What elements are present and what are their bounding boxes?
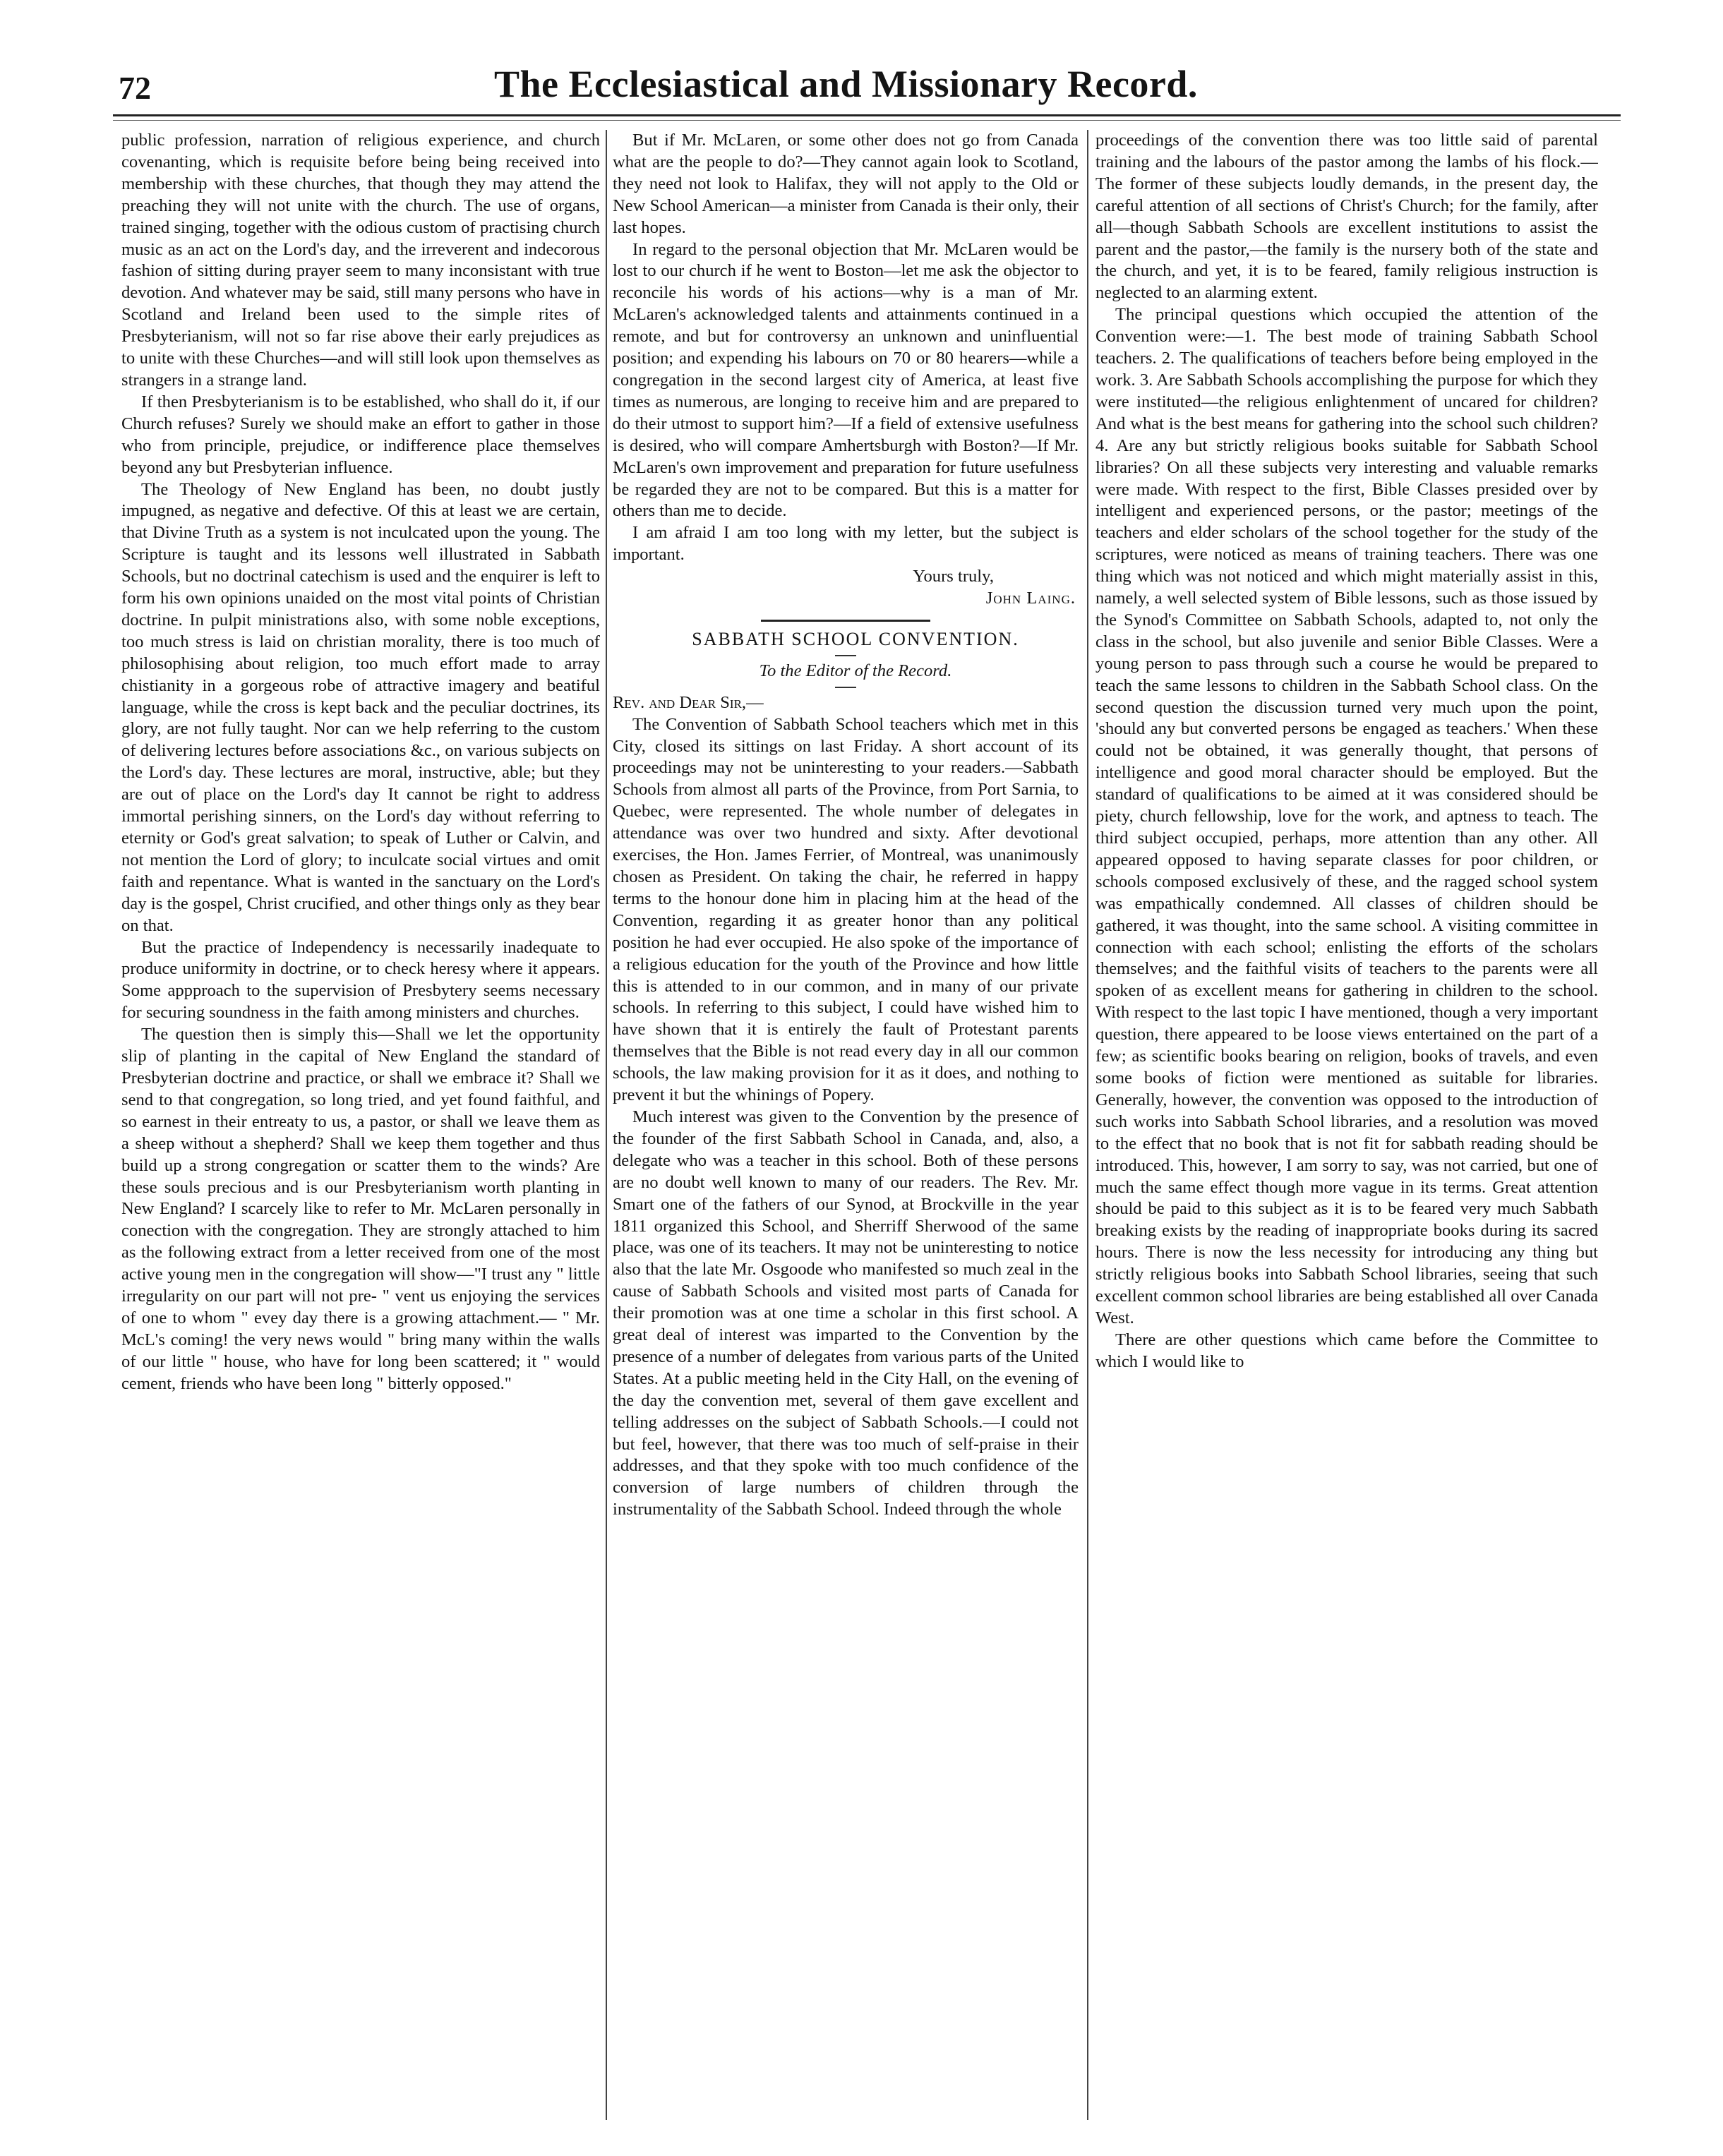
- paragraph: The Convention of Sabbath School teachers which met in this City, closed its sittings on last Friday. A short account of its proceedings may not be uninteresting to your readers.—Sabbath Schools from almost all parts of the Province, from Port Sarnia, to Quebec, were represented. The whole number of delegates in attendance was over two hundred and sixty. After devotional exercises, the Hon. James Ferrier, of Montreal, was unanimously chosen as President. On taking the chair, he referred in happy terms to the honour done him in placing him at the head of the Convention, regarding it as greater honor than any political position he had ever occupied. He also spoke of the importance of a religious education for the youth of the Province and how little this is attended to in our common, and in many of our private schools. In referring to this subject, I could have wished him to have shown that it is entirely the fault of Protestant parents themselves that the Bible is not read every day in all our common schools, the law making provision for it as it does, and nothing to prevent it but the whinings of Popery.: [613, 714, 1079, 1105]
- section-rule: [761, 620, 930, 622]
- short-rule: [835, 655, 856, 656]
- salutation: Rev. and Dear Sir,—: [613, 692, 764, 712]
- page-number: 72: [119, 70, 151, 106]
- column-divider-1: [606, 130, 607, 2120]
- header-rule: [113, 114, 1621, 116]
- section-heading: SABBATH SCHOOL CONVENTION.: [692, 628, 1019, 649]
- column-3: [1095, 130, 1598, 2134]
- letter-signoff: Yours truly,: [913, 567, 994, 586]
- paragraph: The Theology of New England has been, no doubt justly impugned, as negative and defective. Of this at least we are certain, that Divine Truth as a system is not inculcated upon the young. The Scripture is taught and its lessons well illustrated in Sabbath Schools, but no doctrinal catechism is used and the enquirer is left to form his own opinions unaided on the most vital points of Christian doctrine. In pulpit ministrations also, with some noble exceptions, too much stress is laid on christian morality, there is too much of philosophising about religion, too much effort made to array chistianity in a gorgeous robe of attractive imagery and beatiful language, while the cross is kept back and the peculiar doctrines, its glory, are not fully taught. Nor can we help referring to the custom of delivering lectures before associations &c., on various subjects on the Lord's day. These lectures are moral, instructive, able; but they are out of place on the Lord's day It cannot be right to address immortal perishing sinners, on the Lord's day without referring to eternity or God's great salvation; to speak of Luther or Calvin, and not mention the Lord of glory; to inculcate social virtues and omit faith and repentance. What is wanted in the sanctuary on the Lord's day is the gospel, Christ crucified, and other things only as they bear on that.: [121, 479, 600, 935]
- paragraph: proceedings of the convention there was too little said of parental training and the labours of the pastor among the lambs of his flock.— The former of these subjects loudly demands, in the present day, the careful attention of all sections of Christ's Church; for the family, after all—though Sabbath Schools are excellent institutions to assist the parent and the pastor,—the family is the nursery both of the state and the church, and yet, it is to be feared, family religious instruction is neglected to an alarming extent.: [1095, 131, 1598, 303]
- paragraph: Much interest was given to the Convention by the presence of the founder of the first Sabbath School in Canada, and, also, a delegate who was a teacher in this school. Both of these persons are no doubt well known to many of our readers. The Rev. Mr. Smart one of the fathers of our Synod, at Brockville in the year 1811 organized this School, and Sherriff Sherwood of the same place, was one of its teachers. It may not be uninteresting to notice also that the late Mr. Osgoode who manifested so much zeal in the cause of Sabbath Schools and visited most parts of Canada for their promotion was at one time a scholar in this first school. A great deal of interest was imparted to the Convention by the presence of a number of delegates from various parts of the United States. At a public meeting held in the City Hall, on the evening of the day the convention met, several of them gave excellent and telling addresses on the subject of Sabbath Schools.—I could not but feel, however, that there was too much of self-praise in their addresses, and that they spoke with too much confidence of the conversion of large numbers of children through the instrumentality of the Sabbath School. Indeed through the whole: [613, 1107, 1079, 1519]
- short-rule: [835, 687, 856, 688]
- letter-signature: John Laing.: [985, 589, 1076, 608]
- column-1: [121, 130, 600, 2134]
- header-rule-thin: [113, 120, 1621, 121]
- paragraph: The principal questions which occupied the attention of the Convention were:—1. The best mode of training Sabbath School teachers. 2. The qualifications of teachers before being employed in the work. 3. Are Sabbath Schools accomplishing the purpose for which they were instituted—the religious enlightenment of uncared for children? And what is the best means for gathering into the school such children? 4. Are any but strictly religious books suitable for Sabbath School libraries? On all these subjects very interesting and valuable remarks were made. With respect to the first, Bible Classes presided over by intelligent and experienced persons, or the pastor; meetings of the teachers and elder scholars of the school together for the study of the scriptures, were noticed as means of training teachers. There was one thing which was not noticed and which might materially assist in this, namely, a well selected system of Bible lessons, such as those issued by the Synod's Committee on Sabbath Schools, adapted to, not only the class in the school, but also juvenile and senior Bible Classes. Were a young person to pass through such a course he would be prepared to teach the same lessons to children in the Sabbath School class. On the second question the discussion turned very much upon the point, 'should any but converted persons be engaged as teachers.' When these could not be obtained, it was generally thought, that persons of intelligence and good moral character should be employed. But the standard of qualifications to be aimed at it was considered should be piety, church fellowship, love for the work, and aptness to teach. The third subject occupied, perhaps, more attention than any other. All appeared opposed to having separate classes for poor children, or schools composed exclusively of these, and the ragged school system was empathically condemned. All classes of children should be gathered, it was thought, into the same school. A visiting committee in connection with each school; enlisting the efforts of the scholars themselves; and the faithful visits of teachers to the parents were all spoken of as excellent means for gathering in children to the school. With respect to the last topic I have mentioned, though a very important question, there appeared to be loose views entertained on the part of a few; as scientific books bearing on religion, books of travels, and even some books of fiction were mentioned as suitable for libraries. Generally, however, the convention was opposed to the introduction of such works into Sabbath School libraries, and a resolution was moved to the effect that no book that is not fit for sabbath reading should be introduced. This, however, I am sorry to say, was not carried, but one of much the same effect though more vague in its terms. Great attention should be paid to this subject as it is to be feared very much Sabbath breaking exists by the reading of inappropriate books during its sacred hours. There is now the less necessity for introducing any thing but strictly religious books into Sabbath School libraries, seeing that such excellent common school libraries are being established all over Canada West.: [1095, 305, 1598, 1327]
- paragraph: In regard to the personal objection that Mr. McLaren would be lost to our church if he went to Boston—let me ask the objector to reconcile his words of his actions—why is a man of Mr. McLaren's acknowledged talents and attainments continued in a remote, and but for controversy an unknown and uninfluential position; and expending his labours on 70 or 80 hearers—while a congregation in the second largest city of America, at least five times as numerous, are longing to receive him and are prepared to do their utmost to support him?—If a field of extensive usefulness is desired, who will compare Amhertsburgh with Boston?—If Mr. McLaren's own improvement and preparation for future usefulness be regarded they are not to be compared. But this is a matter for others than me to decide.: [613, 239, 1079, 521]
- paragraph: I am afraid I am too long with my letter, but the subject is important.: [613, 523, 1079, 565]
- paragraph: But if Mr. McLaren, or some other does not go from Canada what are the people to do?—They cannot again look to Scotland, they need not look to Halifax, they will not apply to the Old or New School American—a minister from Canada is their only, their last hopes.: [613, 131, 1079, 237]
- paragraph: But the practice of Independency is necessarily inadequate to produce uniformity in doctrine, or to check heresy where it appears. Some appproach to the supervision of Presbytery seems necessary for securing soundness in the faith among ministers and churches.: [121, 937, 600, 1023]
- column-divider-2: [1087, 130, 1088, 2120]
- paragraph: If then Presbyterianism is to be established, who shall do it, if our Church refuses? Surely we should make an effort to gather in those who from principle, prejudice, or indifference place themselves beyond any but Presbyterian influence.: [121, 392, 600, 477]
- paragraph: There are other questions which came before the Committee to which I would like to: [1095, 1330, 1598, 1371]
- section-subheading: To the Editor of the Record.: [759, 661, 952, 680]
- paragraph: public profession, narration of religious experience, and church covenanting, which is requisite before being being received into membership with these churches, that though they may attend the preaching they will not unite with the church. The use of organs, trained singing, together with the odious custom of practising church music as an act on the Lord's day, and the irreverent and indecorous fashion of sitting during prayer seem to many inconsistant with true devotion. And whatever may be said, still many persons who have in Scotland and Ireland been used to the simple rites of Presbyterianism, will not so far rise above their early prejudices as to unite with these Churches—and will still look upon themselves as strangers in a strange land.: [121, 131, 600, 390]
- running-title: The Ecclesiastical and Missionary Record.: [494, 63, 1198, 105]
- paragraph: The question then is simply this—Shall we let the opportunity slip of planting in the capital of New England the standard of Presbyterian doctrine and practice, or shall we embrace it? Shall we send to that congregation, so long tried, and yet found faithful, and so earnest in their entreaty to us, a pastor, or shall we leave them as a sheep without a shepherd? Shall we keep them together and thus build up a strong congregation or scatter them to the winds? Are these souls precious and is our Presbyterianism worth planting in New England? I scarcely like to refer to Mr. McLaren personally in conection with the congregation. They are strongly attached to him as the following extract from a letter received from one of the most active young men in the congregation will show—"I trust any " little irregularity on our part will not pre- " vent us enjoying the services of one to whom " evey day there is a growing attachment.— " Mr. McL's coming! the very news would " bring many within the walls of our little " house, who have for long been scattered; it " would cement, friends who have been long " bitterly opposed.": [121, 1025, 600, 1393]
- column-2: [613, 130, 1079, 2134]
